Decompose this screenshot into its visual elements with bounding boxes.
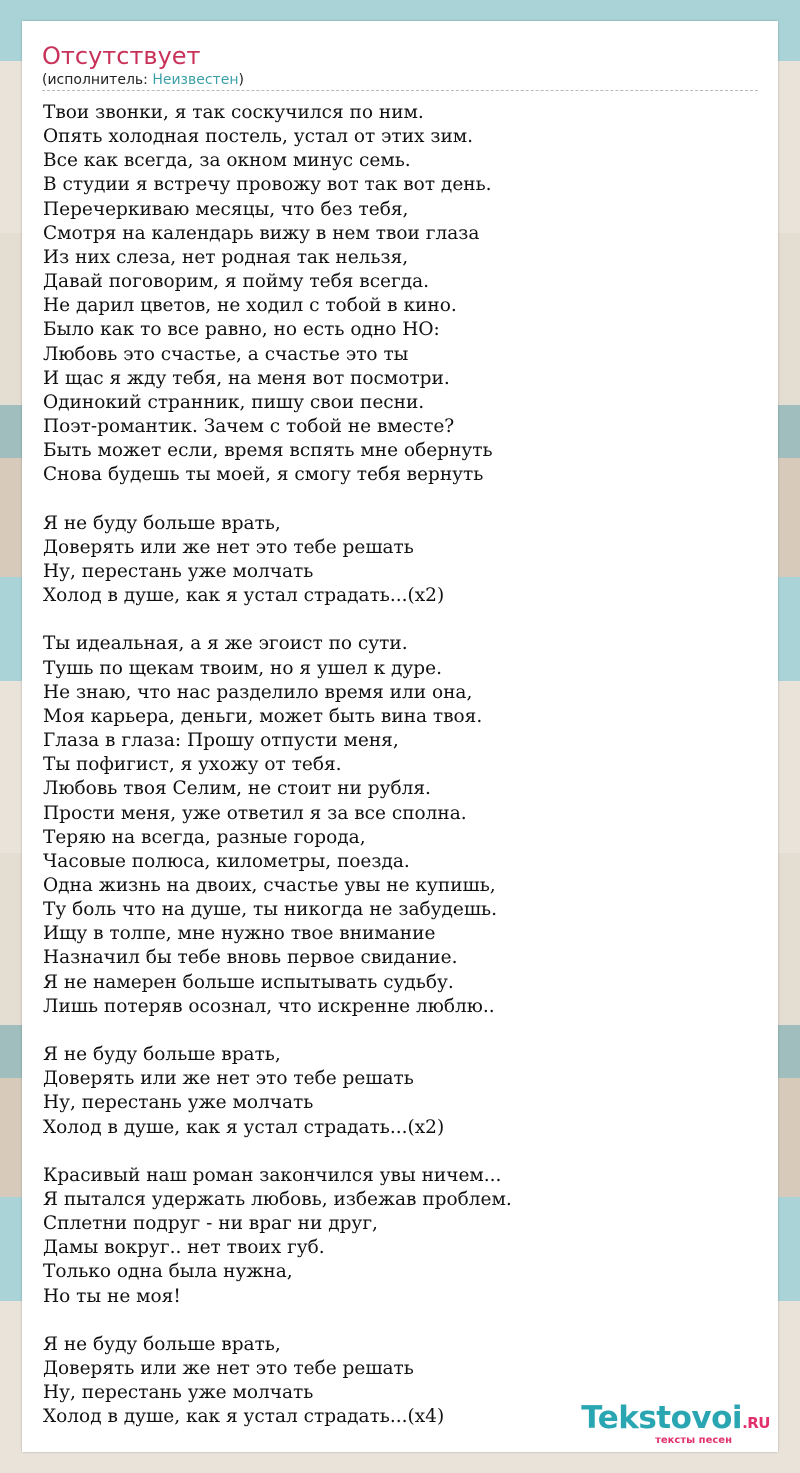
logo-tagline: тексты песен — [655, 1435, 732, 1446]
lyrics-line: Назначил бы тебе вновь первое свидание. — [43, 947, 458, 969]
lyrics-line: Холод в душе, как я устал страдать...(x2) — [43, 1116, 445, 1138]
lyrics-line: Ну, перестань уже молчать — [43, 560, 314, 582]
lyrics-line: Глаза в глаза: Прошу отпусти меня, — [43, 730, 399, 752]
lyrics-line: Любовь твоя Селим, не стоит ни рубля. — [43, 778, 431, 800]
lyrics-line: Снова будешь ты моей, я смогу тебя вернуть — [43, 464, 484, 486]
lyrics-line: Ну, перестань уже молчать — [43, 1092, 314, 1114]
song-title: Отсутствует — [42, 42, 201, 70]
lyrics-line: Холод в душе, как я устал страдать...(x2) — [43, 585, 445, 607]
lyrics-line: Ты идеальная, а я же эгоист по сути. — [43, 633, 408, 655]
logo-name: Tekstovoi — [581, 1400, 743, 1436]
lyrics-line: Доверять или же нет это тебе решать — [43, 1358, 414, 1380]
lyrics-line: Ну, перестань уже молчать — [43, 1382, 314, 1404]
lyrics-line: Одна жизнь на двоих, счастье увы не купишь, — [43, 874, 496, 896]
artist-link[interactable]: Неизвестен — [152, 72, 239, 88]
lyrics-line: Все как всегда, за окном минус семь. — [43, 150, 411, 172]
lyrics-line: Не дарил цветов, не ходил с тобой в кино. — [43, 295, 457, 317]
artist-prefix: (исполнитель: — [42, 72, 153, 88]
lyrics-card — [22, 21, 778, 1452]
artist-line — [42, 71, 244, 89]
lyrics-line: Не знаю, что нас разделило время или она, — [43, 681, 473, 703]
lyrics-line: Сплетни подруг - ни враг ни друг, — [43, 1213, 378, 1235]
lyrics-line: Красивый наш роман закончился увы ничем... — [43, 1164, 502, 1186]
lyrics-line: Одинокий странник, пишу свои песни. — [43, 391, 425, 413]
lyrics-line: Твои звонки, я так соскучился по ним. — [43, 102, 424, 123]
lyrics-line: Я не буду больше врать, — [43, 1333, 281, 1355]
lyrics-stanza — [43, 1164, 763, 1309]
title-divider — [42, 90, 758, 91]
lyrics-line: Я не буду больше врать, — [43, 1044, 281, 1066]
lyrics-stanza — [43, 632, 763, 1019]
lyrics-line: Только одна была нужна, — [43, 1261, 293, 1283]
artist-suffix: ) — [238, 72, 244, 88]
lyrics-line: Доверять или же нет это тебе решать — [43, 536, 414, 558]
lyrics-line: Любовь это счастье, а счастье это ты — [43, 343, 409, 365]
lyrics-stanza — [43, 101, 763, 488]
lyrics-line: Теряю на всегда, разные города, — [43, 826, 366, 848]
lyrics-line: И щас я жду тебя, на меня вот посмотри. — [43, 367, 450, 389]
site-logo[interactable] — [581, 1402, 770, 1446]
logo-tld: .RU — [742, 1414, 770, 1432]
lyrics-stanza — [43, 512, 763, 609]
lyrics-line: Из них слеза, нет родная так нельзя, — [43, 246, 409, 268]
lyrics-line: Часовые полюса, километры, поезда. — [43, 850, 410, 872]
lyrics-line: Я не намерен больше испытывать судьбу. — [43, 971, 454, 993]
lyrics-line: Опять холодная постель, устал от этих зим. — [43, 126, 474, 148]
lyrics-line: Моя карьера, деньги, может быть вина твоя. — [43, 705, 483, 727]
lyrics-line: Холод в душе, как я устал страдать...(x4) — [43, 1406, 445, 1428]
lyrics-line: Смотря на календарь вижу в нем твои глаза — [43, 222, 480, 244]
lyrics-stanza — [43, 1043, 763, 1140]
lyrics-line: Но ты не моя! — [43, 1285, 181, 1307]
lyrics-line: Давай поговорим, я пойму тебя всегда. — [43, 271, 429, 293]
lyrics-line: В студии я встречу провожу вот так вот день. — [43, 174, 492, 196]
lyrics-line: Доверять или же нет это тебе решать — [43, 1068, 414, 1090]
lyrics-line: Быть может если, время вспять мне обернуть — [43, 440, 493, 462]
lyrics-line: Я не буду больше врать, — [43, 512, 281, 534]
lyrics-line: Ты пофигист, я ухожу от тебя. — [43, 754, 342, 776]
lyrics-line: Лишь потеряв осознал, что искренне люблю.. — [43, 995, 495, 1017]
lyrics-line: Я пытался удержать любовь, избежав проблем. — [43, 1188, 512, 1210]
lyrics-line: Поэт-романтик. Зачем с тобой не вместе? — [43, 416, 455, 438]
lyrics-line: Было как то все равно, но есть одно НО: — [43, 319, 440, 341]
lyrics-line: Дамы вокруг.. нет твоих губ. — [43, 1237, 325, 1259]
lyrics-line: Ту боль что на душе, ты никогда не забудешь. — [43, 899, 497, 921]
lyrics-text — [43, 101, 763, 1430]
lyrics-line: Перечеркиваю месяцы, что без тебя, — [43, 198, 409, 220]
lyrics-line: Ищу в толпе, мне нужно твое внимание — [43, 923, 436, 945]
lyrics-line: Прости меня, уже ответил я за все сполна. — [43, 802, 467, 824]
lyrics-line: Тушь по щекам твоим, но я ушел к дуре. — [43, 657, 442, 679]
